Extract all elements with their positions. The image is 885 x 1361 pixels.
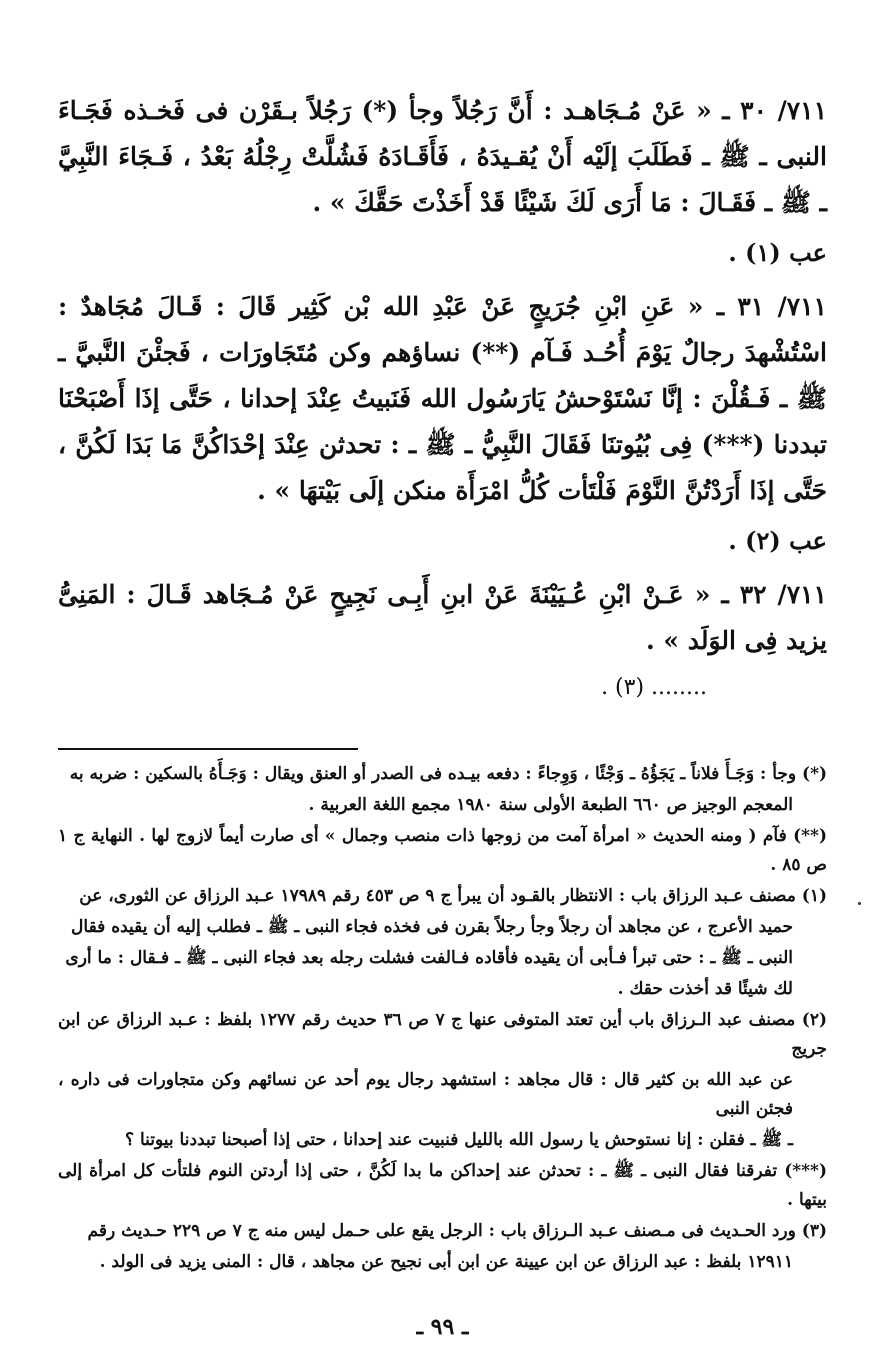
main-text — [58, 88, 827, 708]
footnote-2-line-1: (٢) مصنف عبد الـرزاق باب أين تعتد المتوفى عنها ج ٧ ص ٣٦ حديث رقم ١٢٧٧ بلفظ : عـبد الرزاق عن ابن جريج — [58, 1010, 828, 1059]
ellipsis-footnote-3: ........ (٣) . — [601, 675, 707, 700]
hadith-entry-31: ٧١١/ ٣١ ـ « عَنِ ابْنِ جُرَيجٍ عَنْ عَبْدِ الله بْن كَثِير قَالَ : قَـالَ مُجَاهدٌ : اسْتُشْهدَ رجالٌ يَوْمَ أُحُـد فَـآم (**) نساؤهم وكن مُتَجَاورَات ، فَجئْنَ النَّبيَّ ـ ﷺ ـ فَـقُلْنَ : إنَّا نَسْتَوْحشُ يَارَسُول الله فَنَبيتُ عِنْدَ إحدانا ، حَتَّى إذَا أَصْبَحْنَا تبددنا (***) فِى بُيُوتنَا فَقَالَ النَّبِيُّ ـ ﷺ ـ : تحدثن عِنْدَ إحْدَاكُنَّ مَا بَدَا لَكُنَّ ، حَتَّى إذَا أَرَدْتُنَّ النَّوْمَ فَلْتَأت كُلُّ امْرَأَة منكن إلَى بَيْتهَا » . — [58, 292, 827, 505]
footnote-star-2: (**) فآم ( ومنه الحديث « امرأة آمت من زوجها ذات منصب وجمال » أى صارت أيماً لازوج لها . النهاية ج ١ ص ٨٥ . — [58, 826, 827, 875]
margin-speck — [858, 902, 861, 905]
footnote-2-line-2: عن عبد الله بن كثير قال : قال مجاهد : استشهد رجال يوم أحد عن نسائهم وكن متجاورات فى داره ، فجئن النبى — [58, 1070, 793, 1119]
footnote-divider — [58, 748, 358, 750]
footnote-1-line-3: النبى ـ ﷺ ـ : حتى تبرأ فـأبى أن يقيده فأقاده فـالفت فشلت رجله بعد فجاء النبى ـ ﷺ ـ فـقال : ما أرى — [65, 948, 793, 968]
footnote-star-1-line-2: المعجم الوجيز ص ٦٦٠ الطبعة الأولى سنة ١٩٨٠ مجمع اللغة العربية . — [308, 795, 793, 815]
page-number: ـ ٩٩ ـ — [416, 1314, 469, 1340]
footnote-1-line-2: حميد الأعرج ، عن مجاهد أن رجلاً وجأ رجلاً بقرن فى فخذه فجاء النبى ـ ﷺ ـ فطلب إليه أن يقيده فقال — [71, 917, 793, 937]
footnote-star-1-line-1: (*) وجأ : وَجَـأَ فلاناً ـ يَجَؤُهُ ـ وَجْئًا ، وَوِجاءً : دفعه بيـده فى الصدر أو العنق ويقال : وَجَـأَهُ بالسكين : ضربه به — [69, 764, 827, 784]
footnote-1-line-4: لك شيئًا قد أخذت حقك . — [617, 979, 793, 999]
footnote-3-line-2: ١٢٩١١ بلفظ : عبد الرزاق عن ابن عيينة عن ابن أبى نجيح عن مجاهد ، قال : المنى يزيد فى الولد . — [99, 1252, 793, 1272]
footnote-star-3: (***) تفرقنا فقال النبى ـ ﷺ ـ : تحدثن عند إحداكن ما بدا لَكُنَّ ، حتى إذا أردتن النوم فلتأت كل امرأة إلى بيتها . — [58, 1161, 827, 1210]
footnote-2-line-3: ـ ﷺ ـ فقلن : إنا نستوحش يا رسول الله بالليل فنبيت عند إحدانا ، حتى إذا أصبحنا تبددنا بيوتنا ؟ — [125, 1130, 793, 1150]
footnote-3-line-1: (٣) ورد الحـديث فى مـصنف عـبد الـرزاق باب : الرجل يقع على حـمل ليس منه ج ٧ ص ٢٢٩ حـديث رقم — [87, 1221, 827, 1241]
source-reference-1: عب (١) . — [728, 238, 827, 267]
hadith-entry-32: ٧١١/ ٣٢ ـ « عَـنْ ابْنِ عُـيَيْنَةَ عَنْ ابنِ أَبِـى نَجِيحٍ عَنْ مُـجَاهد قَـالَ : المَنِىُّ يزيد فِى الوَلَد » . — [58, 580, 827, 655]
footnote-1-line-1: (١) مصنف عـبد الرزاق باب : الانتظار بالقـود أن يبرأ ج ٩ ص ٤٥٣ رقم ١٧٩٨٩ عـبد الرزاق عن الثورى، عن — [79, 886, 827, 906]
hadith-entry-30: ٧١١/ ٣٠ ـ « عَنْ مُـجَاهـد : أَنَّ رَجُلاً وجأ (*) رَجُلاً بـقَرْن فى فَخـذه فَجَـاءَ النبى ـ ﷺ ـ فَطَلَبَ إلَيْه أَنْ يُقـيدَهُ ، فَأَقَـادَهُ فَشُلَّتْ رِجْلُهُ بَعْدُ ، فَـجَاءَ النَّبِيَّ ـ ﷺ ـ فَقَـالَ : مَا أَرَى لَكَ شَيْئًا قَدْ أَخَذْتَ حَقَّكَ » . — [58, 96, 828, 217]
source-reference-2: عب (٢) . — [728, 526, 827, 555]
footnotes — [58, 760, 827, 1277]
